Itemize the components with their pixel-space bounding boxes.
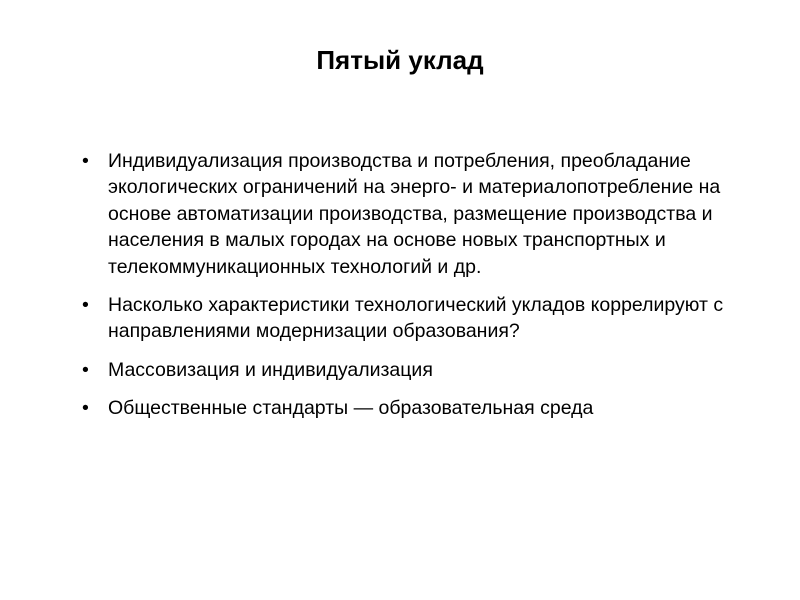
bullet-item (80, 148, 740, 280)
bullet-dot-icon: • (82, 397, 89, 420)
bullet-text: Массовизация и индивидуализация (108, 358, 433, 381)
bullet-dot-icon: • (82, 150, 89, 172)
bullet-list (80, 148, 740, 434)
slide-title: Пятый уклад (316, 45, 484, 75)
bullet-text: Индивидуализация производства и потребления, преобладание экологических ограничений на энерго- и материалопотребление на основе автоматизации производства, размещение производства и населения в малых городах на основе новых транспортных и телекоммуникационных технологий и др. (108, 150, 721, 278)
bullet-text: Насколько характеристики технологический укладов коррелируют с направлениями модернизации образования? (108, 294, 724, 343)
bullet-item (80, 357, 740, 383)
bullet-item (80, 292, 740, 345)
bullet-text: Общественные стандарты — образовательная среда (108, 397, 594, 420)
bullet-dot-icon: • (82, 358, 89, 381)
bullet-dot-icon: • (82, 294, 89, 317)
bullet-item (80, 395, 740, 421)
